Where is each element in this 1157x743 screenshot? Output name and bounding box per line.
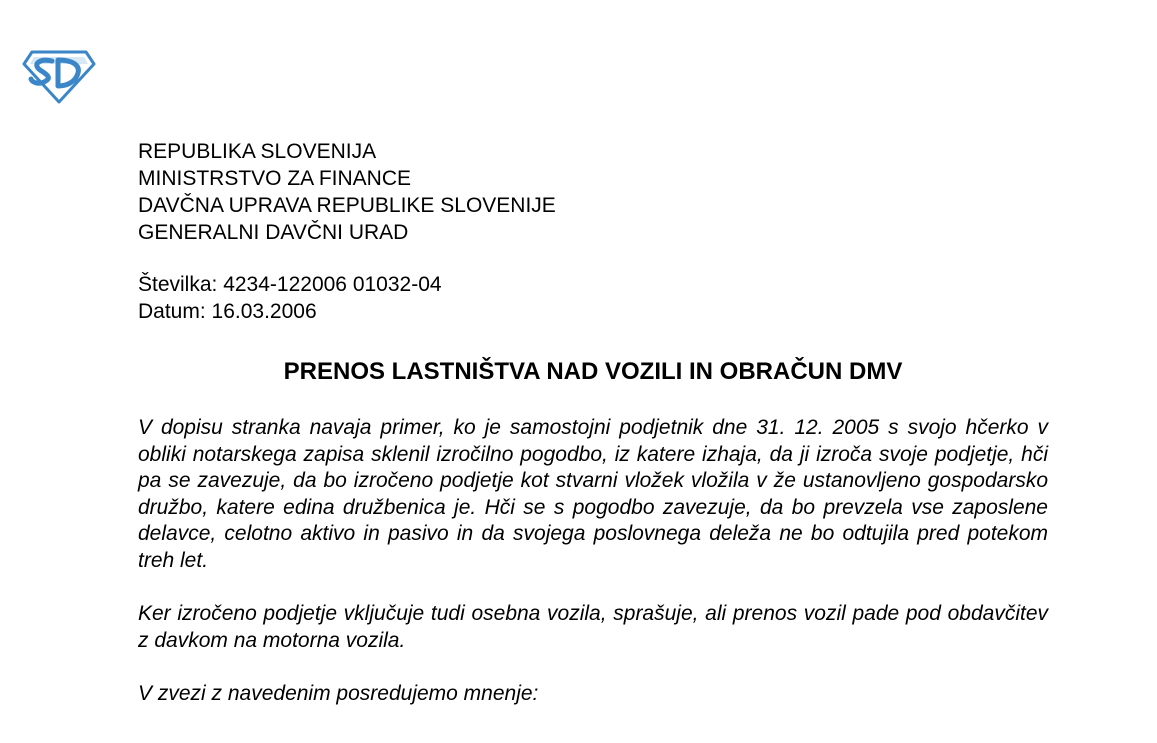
header-line-ministry: MINISTRSTVO ZA FINANCE bbox=[138, 167, 412, 190]
sd-diamond-logo-icon bbox=[22, 48, 96, 104]
issuer-header bbox=[138, 138, 556, 246]
reference-number: Številka: 4234-122006 01032-04 bbox=[138, 273, 442, 296]
header-line-general-office: GENERALNI DAVČNI URAD bbox=[138, 221, 409, 244]
reference-block bbox=[138, 271, 442, 325]
document-title: PRENOS LASTNIŠTVA NAD VOZILI IN OBRAČUN DMV bbox=[283, 358, 903, 385]
reference-date: Datum: 16.03.2006 bbox=[138, 300, 317, 323]
body-paragraph-3: V zvezi z navedenim posredujemo mnenje: bbox=[138, 681, 539, 705]
header-line-republic: REPUBLIKA SLOVENIJA bbox=[138, 140, 377, 163]
header-line-tax-authority: DAVČNA UPRAVA REPUBLIKE SLOVENIJE bbox=[138, 194, 556, 217]
body-paragraph-1: V dopisu stranka navaja primer, ko je samostojni podjetnik dne 31. 12. 2005 s svojo hčerko v obliki notarskega zapisa sklenil izročilno pogodbo, iz katere izhaja, da ji izroča svoje podjetje, hči pa se zavezuje, da bo izročeno podjetje kot stvarni vložek vložila v že ustanovljeno gospodarsko družbo, katere edina družbenica je. Hči se s pogodbo zavezuje, da bo prevzela vse zaposlene delavce, celotno aktivo in pasivo in da svojega poslovnega deleža ne bo odtujila pred potekom treh let. bbox=[138, 416, 1048, 572]
body-paragraph-2: Ker izročeno podjetje vključuje tudi osebna vozila, sprašuje, ali prenos vozil pade pod obdavčitev z davkom na motorna vozila. bbox=[138, 602, 1048, 652]
document-body bbox=[138, 415, 1048, 708]
